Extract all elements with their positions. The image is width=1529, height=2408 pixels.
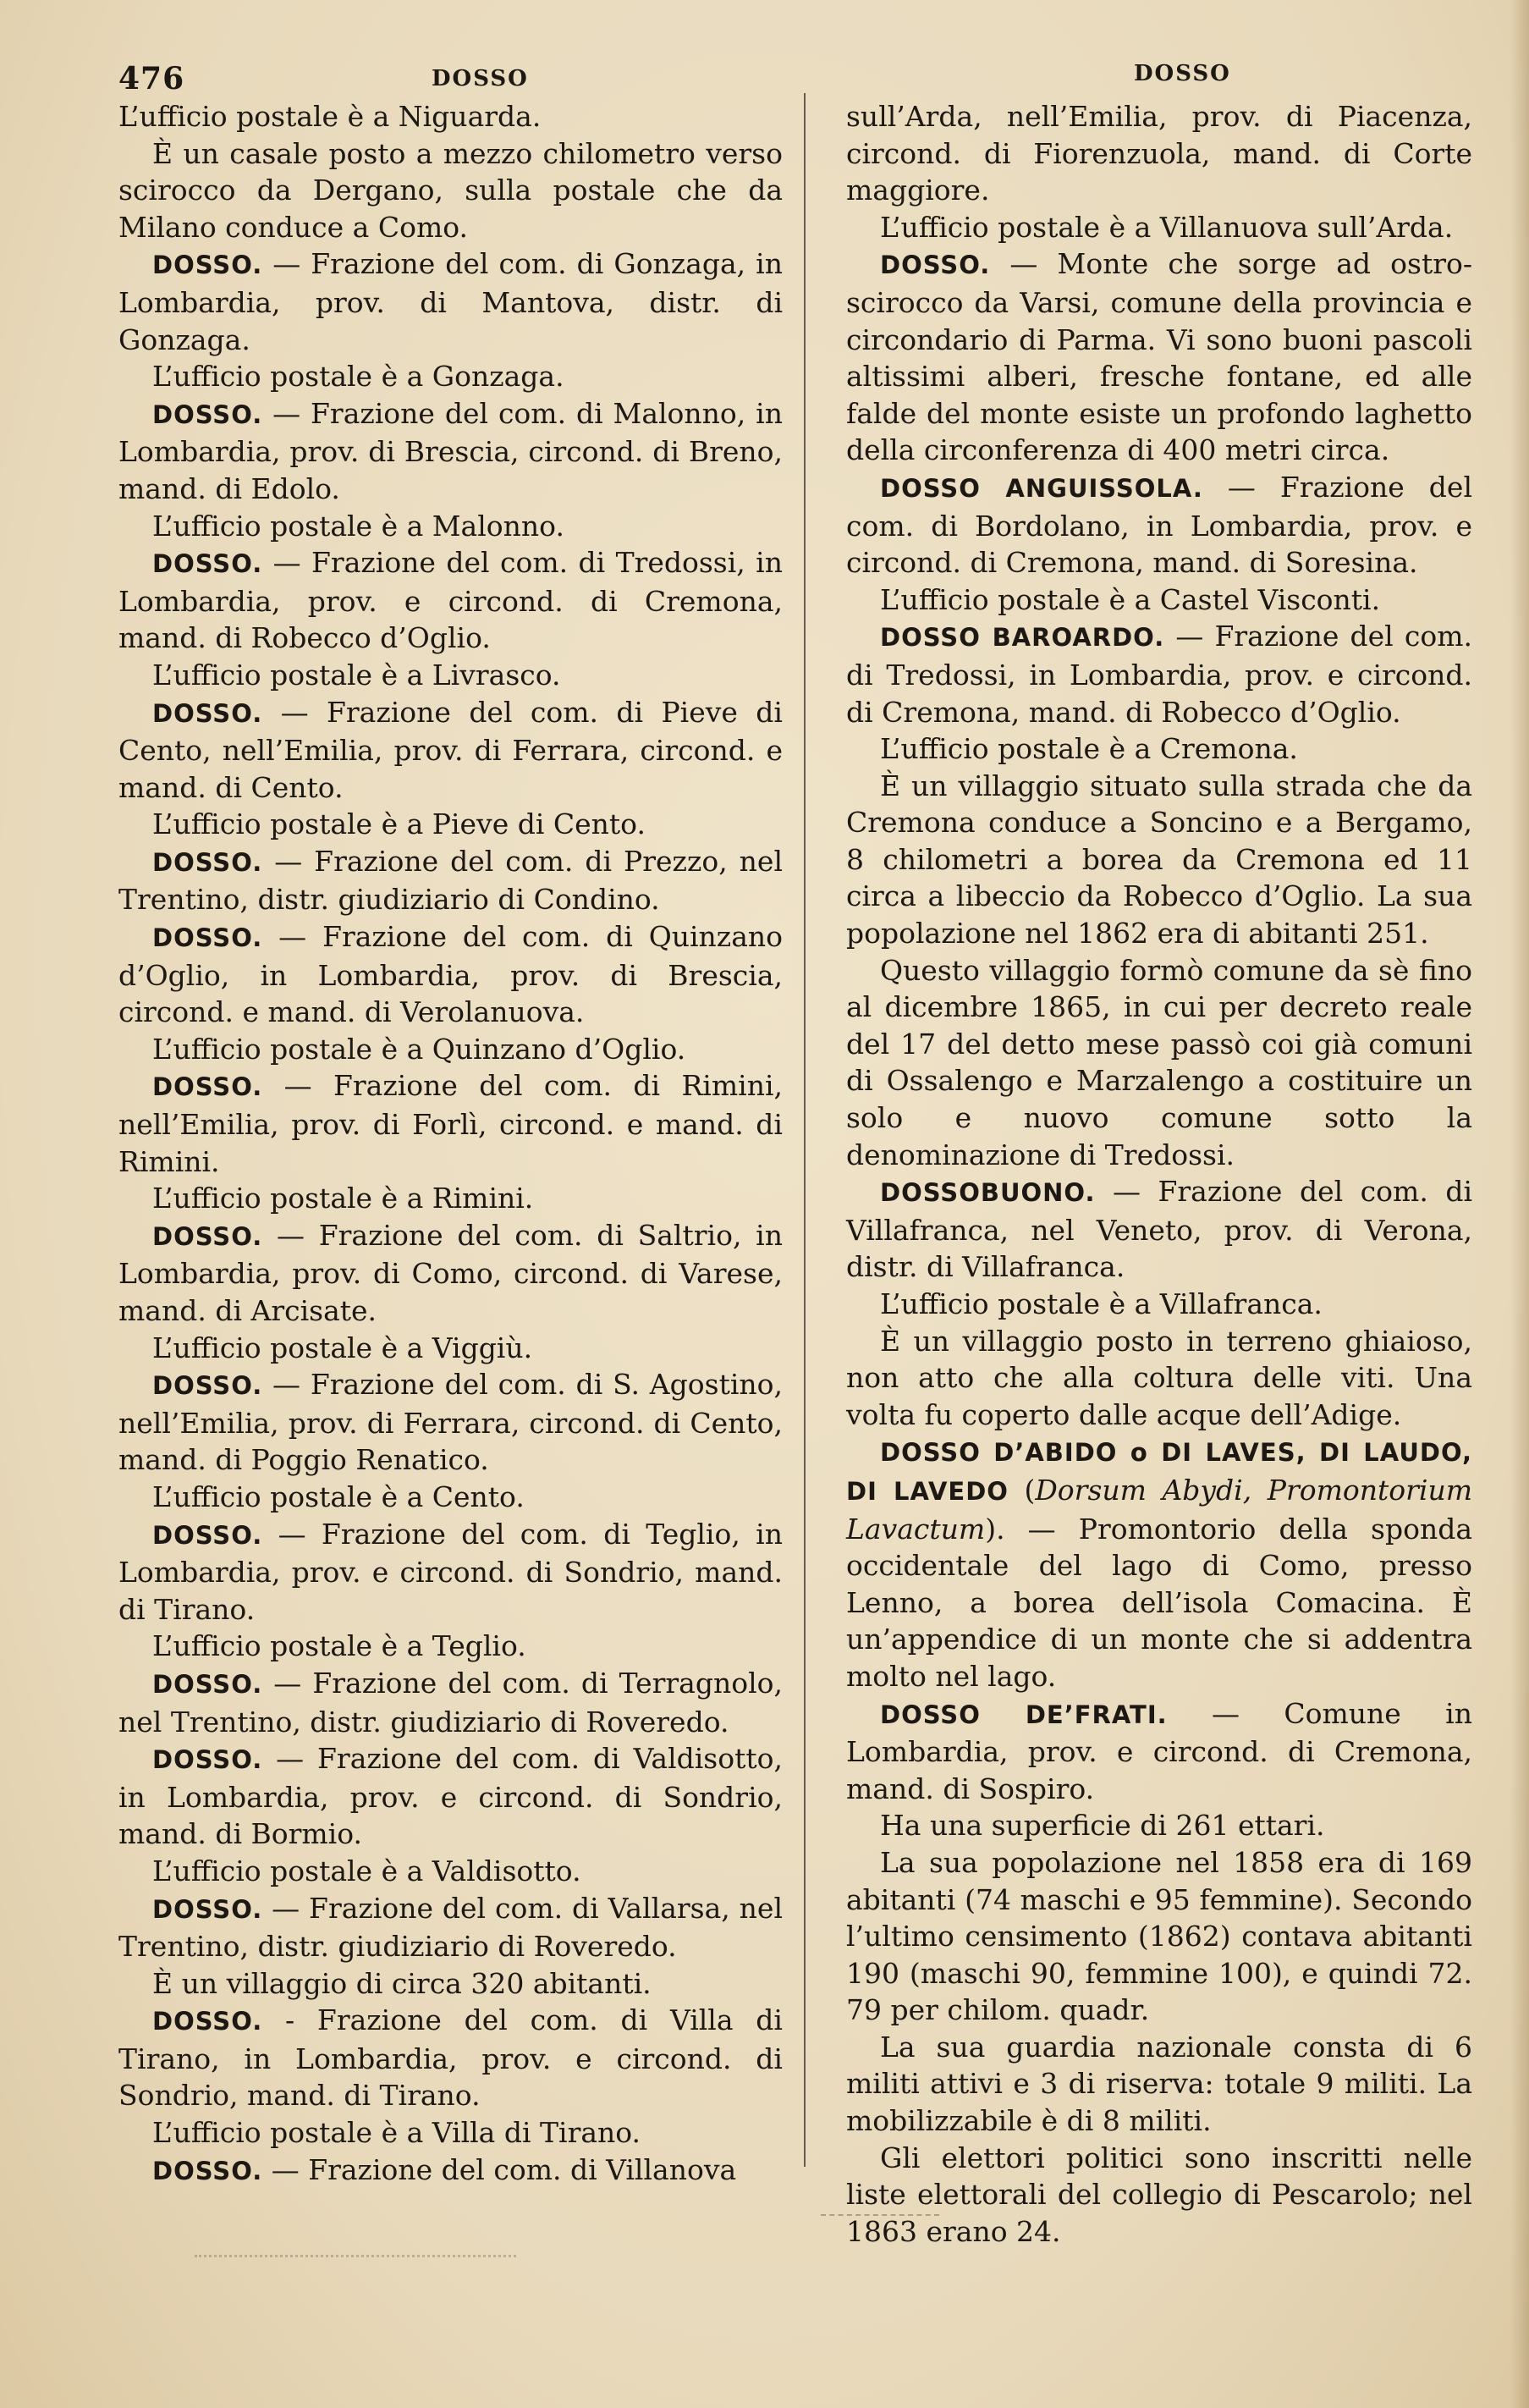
entry-text: Gli elettori politici sono inscritti nelle liste elettorali del collegio di Pescarolo; nel 1863 erano 24. [846, 2141, 1472, 2248]
entry-text: sull’Arda, nell’Emilia, prov. di Piacenza, circond. di Fiorenzuola, mand. di Corte maggiore. [846, 100, 1472, 207]
dictionary-entry [118, 1740, 783, 1853]
entry-headword: DOSSO. [152, 923, 263, 953]
dictionary-entry [118, 2002, 783, 2114]
entry-headword: DOSSO. [152, 1894, 263, 1924]
entry-paragraph [118, 135, 783, 246]
entry-text: — Frazione del com. di Teglio, in Lombardia, prov. e circond. di Sondrio, mand. di Tirano. [118, 1517, 783, 1626]
entry-paragraph [118, 657, 783, 694]
dictionary-entry [846, 618, 1472, 730]
entry-text: — Frazione del com. di S. Agostino, nell’Emilia, prov. di Ferrara, circond. di Cento, mand. di Poggio Renatico. [118, 1368, 783, 1477]
entry-text: — Frazione del com. di Tredossi, in Lombardia, prov. e circond. di Cremona, mand. di Robecco d’Oglio. [118, 546, 783, 655]
entry-text: Questo villaggio formò comune da sè fino al dicembre 1865, in cui per decreto reale del 17 del detto mese passò coi già comuni di Ossalengo e Marzalengo a costituire un solo e nuovo comune sotto la denominazione di Tredossi. [846, 953, 1472, 1171]
latin-name: Dorsum Abydi, Promontorium Lavactum [846, 1473, 1472, 1546]
entry-headword: DOSSOBUONO. [880, 1178, 1096, 1208]
running-head-right: DOSSO [1134, 61, 1231, 86]
entry-headword: DOSSO. [152, 399, 263, 429]
entry-text: L’ufficio postale è a Villafranca. [880, 1287, 1323, 1320]
entry-headword: DOSSO BAROARDO. [880, 623, 1165, 653]
dictionary-entry [846, 245, 1472, 469]
entry-paragraph [118, 1180, 783, 1217]
entry-headword: DOSSO. [152, 1221, 263, 1251]
entry-headword: DOSSO. [152, 698, 263, 728]
entry-paragraph [118, 508, 783, 545]
entry-paragraph [118, 1031, 783, 1068]
entry-paragraph [846, 1323, 1472, 1434]
entry-paragraph [118, 806, 783, 843]
running-head-left: DOSSO [432, 66, 529, 91]
entry-text: La sua guardia nazionale consta di 6 militi attivi e 3 di riserva: totale 9 militi. La mobilizzabile è di 8 militi. [846, 2030, 1472, 2138]
entry-text: — Frazione del com. di Malonno, in Lombardia, prov. di Brescia, circond. di Breno, mand. di Edolo. [118, 396, 783, 505]
dictionary-entry [118, 1665, 783, 1740]
entry-text: L’ufficio postale è a Cento. [152, 1480, 525, 1513]
entry-headword: DOSSO. [152, 1669, 263, 1699]
entry-text: L’ufficio postale è a Gonzaga. [152, 360, 564, 394]
entry-text: L’ufficio postale è a Viggiù. [152, 1331, 533, 1364]
dictionary-entry [118, 1067, 783, 1180]
entry-text: — Frazione del com. di Tredossi, in Lombardia, prov. e circond. di Cremona, mand. di Robecco d’Oglio. [846, 620, 1472, 729]
dictionary-entry [118, 2152, 783, 2190]
entry-paragraph [118, 358, 783, 395]
entry-paragraph [846, 768, 1472, 952]
entry-text: — Frazione del com. di Terragnolo, nel Trentino, distr. giudiziario di Roveredo. [118, 1666, 783, 1738]
entry-text: È un villaggio posto in terreno ghiaioso, non atto che alla coltura delle viti. Una volta fu coperto dalle acque dell’Adige. [846, 1324, 1472, 1431]
entry-text: L’ufficio postale è a Valdisotto. [152, 1854, 581, 1887]
entry-text: ( [1008, 1473, 1036, 1507]
entry-text: — Frazione del com. di Gonzaga, in Lombardia, prov. di Mantova, distr. di Gonzaga. [118, 247, 783, 356]
entry-paragraph [846, 2029, 1472, 2140]
entry-paragraph [118, 1853, 783, 1890]
entry-text: — Frazione del com. di Prezzo, nel Trentino, distr. giudiziario di Condino. [118, 844, 783, 917]
entry-text: L’ufficio postale è a Castel Visconti. [880, 582, 1381, 616]
entry-paragraph [118, 1628, 783, 1665]
dictionary-entry [118, 694, 783, 807]
entry-headword: DOSSO D’ABIDO o DI LAVES, DI LAUDO, DI LAVEDO [846, 1438, 1472, 1506]
entry-headword: DOSSO. [152, 1072, 263, 1102]
entry-paragraph [118, 1479, 783, 1516]
entry-paragraph [846, 952, 1472, 1174]
dictionary-entry [118, 245, 783, 358]
entry-text: - Frazione del com. di Villa di Tirano, in Lombardia, prov. e circond. di Sondrio, mand. di Tirano. [118, 2003, 783, 2113]
entry-paragraph [846, 209, 1472, 246]
entry-headword: DOSSO. [152, 1520, 263, 1550]
entry-paragraph [846, 730, 1472, 768]
dictionary-entry [118, 843, 783, 918]
entry-text: — Frazione del com. di Bordolano, in Lombardia, prov. e circond. di Cremona, mand. di Soresina. [846, 470, 1472, 580]
column-divider [804, 93, 806, 2167]
entry-paragraph [846, 1286, 1472, 1323]
entry-headword: DOSSO. [880, 251, 991, 280]
entry-headword: DOSSO. [152, 549, 263, 579]
entry-headword: DOSSO DE’FRATI. [880, 1700, 1168, 1729]
entry-paragraph [118, 1965, 783, 2003]
entry-text: — Frazione del com. di Villanova [262, 2152, 737, 2186]
dictionary-entry [118, 1366, 783, 1479]
entry-text: L’ufficio postale è a Rimini. [152, 1182, 534, 1215]
entry-text: L’ufficio postale è a Villa di Tirano. [152, 2116, 641, 2150]
page-edge-shadow [1510, 0, 1529, 2408]
entry-paragraph [118, 98, 783, 135]
entry-text: È un villaggio situato sulla strada che da Cremona conduce a Soncino e a Bergamo, 8 chilometri a borea da Cremona ed 11 circa a libeccio da Robecco d’Oglio. La sua popolazione nel 1862 era di abitanti 251. [846, 769, 1472, 951]
entry-headword: DOSSO. [152, 2156, 263, 2185]
entry-text: È un villaggio di circa 320 abitanti. [152, 1966, 652, 2000]
entry-headword: DOSSO. [152, 847, 263, 877]
entry-headword: DOSSO ANGUISSOLA. [880, 473, 1203, 503]
entry-text: La sua popolazione nel 1858 era di 169 abitanti (74 maschi e 95 femmine). Secondo l’ultimo censimento (1862) contava abitanti 190 (maschi 90, femmine 100), e quindi 72. 79 per chilom. quadr. [846, 1845, 1472, 2027]
entry-text: Ha una superficie di 261 ettari. [880, 1809, 1325, 1843]
entry-text: — Frazione del com. di Pieve di Cento, nell’Emilia, prov. di Ferrara, circond. e mand. di Cento. [118, 695, 783, 804]
right-column [846, 98, 1472, 2250]
dictionary-entry [846, 469, 1472, 581]
entry-paragraph [846, 581, 1472, 619]
dictionary-entry [846, 1433, 1472, 1694]
dictionary-entry [118, 918, 783, 1031]
entry-text: L’ufficio postale è a Pieve di Cento. [152, 807, 646, 841]
entry-text: — Frazione del com. di Quinzano d’Oglio, in Lombardia, prov. di Brescia, circond. e mand. di Verolanuova. [118, 920, 783, 1029]
entry-text: L’ufficio postale è a Teglio. [152, 1629, 526, 1663]
dictionary-entry [118, 544, 783, 657]
entry-headword: DOSSO. [152, 1745, 263, 1775]
entry-text: L’ufficio postale è a Livrasco. [152, 658, 561, 692]
entry-paragraph [846, 2140, 1472, 2251]
entry-paragraph [846, 1807, 1472, 1844]
dictionary-entry [846, 1695, 1472, 1808]
entry-text: — Frazione del com. di Valdisotto, in Lombardia, prov. e circond. di Sondrio, mand. di Bormio. [118, 1742, 783, 1851]
entry-paragraph [118, 2114, 783, 2152]
entry-text: L’ufficio postale è a Villanuova sull’Arda. [880, 210, 1454, 244]
dictionary-entry [846, 1173, 1472, 1286]
entry-text: L’ufficio postale è a Quinzano d’Oglio. [152, 1032, 686, 1066]
entry-text: — Monte che sorge ad ostro-scirocco da Varsi, comune della provincia e circondario di Parma. Vi sono buoni pascoli altissimi alberi, fresche fontane, ed alle falde del monte esiste un profondo laghetto della circonferenza di 400 metri circa. [846, 247, 1472, 467]
dictionary-entry [118, 1217, 783, 1330]
entry-text: — Frazione del com. di Saltrio, in Lombardia, prov. di Como, circond. di Varese, mand. di Arcisate. [118, 1218, 783, 1327]
entry-paragraph [846, 1844, 1472, 2029]
entry-paragraph [118, 1330, 783, 1367]
entry-headword: DOSSO. [152, 2007, 263, 2036]
page-number: 476 [118, 61, 185, 96]
entry-text: — Frazione del com. di Rimini, nell’Emilia, prov. di Forlì, circond. e mand. di Rimini. [118, 1069, 783, 1178]
entry-text-tail: ). — Promontorio della sponda occidentale del lago di Como, presso Lenno, a borea dell’isola Comacina. È un’appendice di un monte che si addentra molto nel lago. [846, 1512, 1472, 1693]
entry-text: L’ufficio postale è a Cremona. [880, 732, 1298, 766]
dictionary-entry [118, 1890, 783, 1965]
entry-paragraph [846, 98, 1472, 209]
entry-headword: DOSSO. [152, 251, 263, 280]
print-dots [195, 2251, 516, 2257]
entry-headword: DOSSO. [152, 1371, 263, 1401]
entry-text: È un casale posto a mezzo chilometro verso scirocco da Dergano, sulla postale che da Milano conduce a Como. [118, 136, 783, 244]
dictionary-entry [118, 395, 783, 508]
entry-text: L’ufficio postale è a Niguarda. [118, 100, 542, 133]
entry-text: — Frazione del com. di Villafranca, nel Veneto, prov. di Verona, distr. di Villafranca. [846, 1175, 1472, 1284]
entry-text: L’ufficio postale è a Malonno. [152, 509, 564, 543]
entry-text: — Comune in Lombardia, prov. e circond. di Cremona, mand. di Sospiro. [846, 1696, 1472, 1805]
entry-text: — Frazione del com. di Vallarsa, nel Trentino, distr. giudiziario di Roveredo. [118, 1891, 783, 1964]
ink-smudge [821, 2209, 939, 2216]
dictionary-entry [118, 1516, 783, 1628]
left-column [118, 98, 783, 2190]
